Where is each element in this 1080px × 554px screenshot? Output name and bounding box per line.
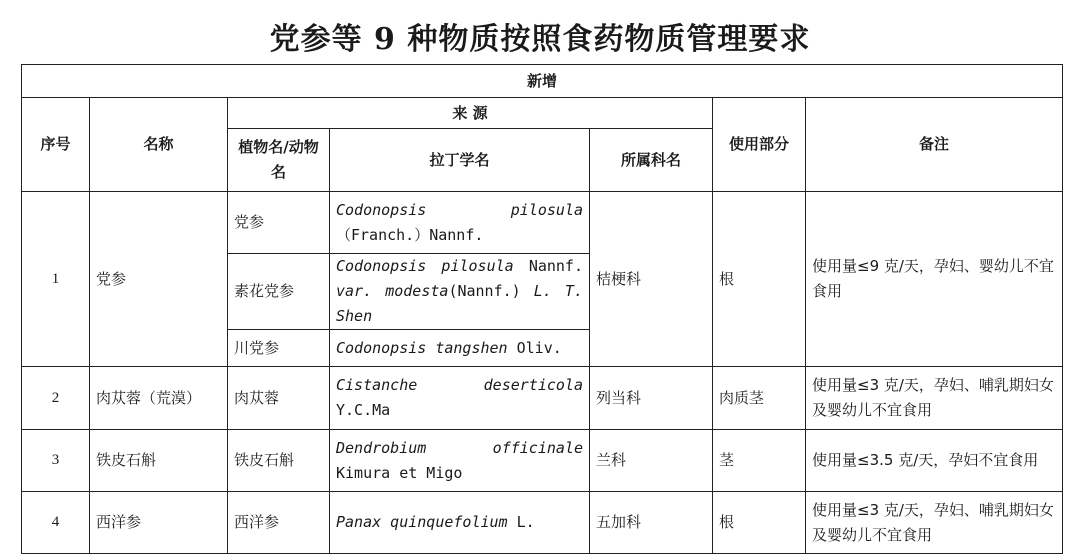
table-row	[22, 492, 1063, 554]
document-title: 党参等 9 种物质按照食药物质管理要求	[269, 22, 811, 57]
cell-plant: 西洋参	[228, 492, 330, 554]
cell-note: 使用量≤3 克/天，孕妇、哺乳期妇女及婴幼儿不宜食用	[806, 367, 1063, 430]
table-row	[22, 430, 1063, 492]
cell-name: 铁皮石斛	[90, 430, 228, 492]
table-row	[22, 367, 1063, 430]
cell-plant: 素花党参	[228, 254, 330, 330]
cell-plant: 党参	[228, 192, 330, 254]
cell-family: 列当科	[590, 367, 713, 430]
cell-latin: Panax quinquefolium L.	[330, 492, 590, 554]
cell-part: 根	[713, 192, 806, 367]
header-plant-name: 植物名/动物名	[228, 129, 330, 192]
cell-family: 兰科	[590, 430, 713, 492]
cell-plant: 川党参	[228, 330, 330, 367]
header-family: 所属科名	[590, 129, 713, 192]
cell-no: 4	[22, 492, 90, 554]
header-no: 序号	[22, 98, 90, 192]
cell-no: 2	[22, 367, 90, 430]
cell-name: 西洋参	[90, 492, 228, 554]
cell-name: 肉苁蓉（荒漠）	[90, 367, 228, 430]
header-source: 来 源	[228, 98, 713, 129]
cell-family: 五加科	[590, 492, 713, 554]
cell-latin: Codonopsis pilosula（Franch.）Nannf.	[330, 192, 590, 254]
cell-part: 茎	[713, 430, 806, 492]
cell-part: 根	[713, 492, 806, 554]
header-note: 备注	[806, 98, 1063, 192]
table-row	[22, 192, 1063, 254]
cell-no: 1	[22, 192, 90, 367]
cell-latin: Codonopsis pilosula Nannf. var. modesta(Nannf.) L. T. Shen	[330, 254, 590, 330]
cell-latin: Dendrobium officinale Kimura et Migo	[330, 430, 590, 492]
substance-table	[21, 64, 1063, 554]
section-row	[22, 65, 1063, 98]
cell-plant: 铁皮石斛	[228, 430, 330, 492]
cell-plant: 肉苁蓉	[228, 367, 330, 430]
cell-name: 党参	[90, 192, 228, 367]
cell-no: 3	[22, 430, 90, 492]
cell-family: 桔梗科	[590, 192, 713, 367]
cell-note: 使用量≤3 克/天，孕妇、哺乳期妇女及婴幼儿不宜食用	[806, 492, 1063, 554]
section-header: 新增	[22, 65, 1063, 98]
header-part: 使用部分	[713, 98, 806, 192]
cell-note: 使用量≤9 克/天，孕妇、婴幼儿不宜食用	[806, 192, 1063, 367]
cell-latin: Cistanche deserticola Y.C.Ma	[330, 367, 590, 430]
cell-latin: Codonopsis tangshen Oliv.	[330, 330, 590, 367]
cell-note: 使用量≤3.5 克/天，孕妇不宜食用	[806, 430, 1063, 492]
header-name: 名称	[90, 98, 228, 192]
cell-part: 肉质茎	[713, 367, 806, 430]
header-latin: 拉丁学名	[330, 129, 590, 192]
header-row-1	[22, 98, 1063, 129]
